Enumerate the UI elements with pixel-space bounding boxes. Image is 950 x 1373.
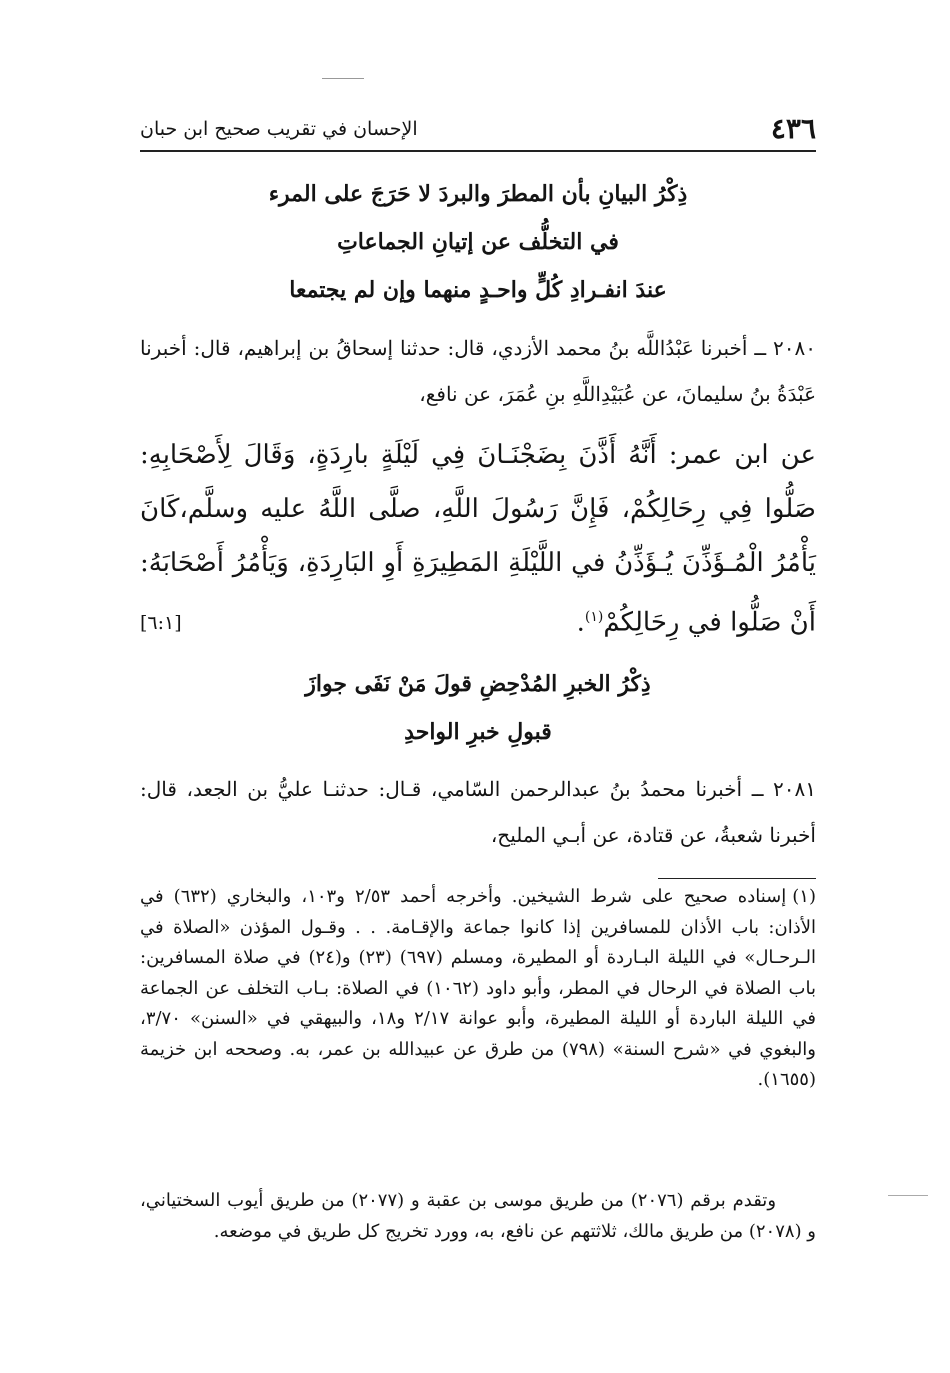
- heading-line: في التخلُّف عن إتيانِ الجماعاتِ: [337, 229, 619, 255]
- footnote-text: إسناده صحيح على شرط الشيخين. وأخرجه أحمد ٢/٥٣ و١٠٣، والبخاري (٦٣٢) في الأذان: باب الأذان للمسافرين إذا كانوا جماعة والإقـامة. . . وقـول المؤذن «الصلاة في الـرحـال» في الليلة البـاردة أو المطيرة، ومسلم (٦٩٧) (٢٣) و(٢٤) في صلاة المسافرين: باب الصلاة في الرحال في المطر، وأبو داود (١٠٦٢) في الصلاة: بـاب التخلف عن الجماعة في الليلة الباردة أو الليلة المطيرة، وأبو عوانة ٢/١٧ و١٨، والبيهقي في «السنن» ٣/٧٠، والبغوي في «شرح السنة» (٧٩٨) من طرق عن عبيدالله بن عمر، به. وصححه ابن خزيمة (١٦٥٥).: [140, 886, 816, 1090]
- footnote-number: (١): [792, 886, 816, 907]
- reference-mark: [٦:١]: [140, 612, 182, 634]
- top-scan-mark: [322, 78, 364, 79]
- chapter-heading-single-narrator: [140, 660, 816, 756]
- footnote-rule: [658, 878, 816, 879]
- chapter-heading-rain-cold: [140, 170, 816, 314]
- heading-line: ذِكْرُ البيانِ بأن المطرَ والبردَ لا حَرَجَ على المرء: [268, 181, 688, 207]
- header-rule: [140, 150, 816, 152]
- footnote-1: [140, 882, 816, 1096]
- page-header: [140, 112, 816, 146]
- side-scan-mark: [888, 1195, 928, 1196]
- footnote-continuation: وتقدم برقم (٢٠٧٦) من طريق موسى بن عقبة و (٢٠٧٧) من طريق أيوب السختياني، و (٢٠٧٨) من طريق مالك، ثلاثتهم عن نافع، به، وورد تخريج كل طريق في موضعه.: [140, 1190, 816, 1242]
- hadith-2080-isnad: ٢٠٨٠ ــ أخبرنا عَبْدُاللَّه بنُ محمد الأزدي، قال: حدثنا إسحاقُ بن إبراهيم، قال: أخبرنا عَبْدَةُ بنُ سليمانَ، عن عُبَيْدِاللَّهِ بنِ عُمَرَ، عن نافع،: [140, 336, 816, 406]
- running-title: الإحسان في تقريب صحيح ابن حبان: [140, 118, 418, 140]
- matn-text: عن ابن عمر: أَنَّهُ أَذَّنَ بِضَجْنَـانَ فِي لَيْلَةٍ بارِدَةٍ، وَقَالَ لِأَصْحَابِهِ: صَلُّوا فِي رِحَالِكُمْ، فَإِنَّ رَسُولَ اللَّهِ، صلَّى اللَّهُ عليه وسلَّم،كَانَ يَأْمُرُ الْمُـؤَذِّنَ يُـؤَذِّنُ في اللَّيْلَةِ المَطِيرَةِ أَوِ البَارِدَةِ، وَيَأْمُرُ أَصْحَابَهُ: أَنْ صَلُّوا في رِحَالِكُمْ: [140, 440, 816, 638]
- hadith-2080-matn: [140, 428, 816, 650]
- footnote-marker[interactable]: (١): [584, 609, 604, 625]
- hadith-2081-isnad: ٢٠٨١ ــ أخبرنا محمدُ بنُ عبدالرحمن السّامي، قـال: حدثنـا عليُّ بن الجعد، قال: أخبرنا شعبةُ، عن قتادة، عن أبـي المليح،: [140, 777, 816, 847]
- heading-line: عندَ انفـرادِ كُلٍّ واحـدٍ منهما وإن لم يجتمعا: [289, 277, 667, 303]
- matn-end: .: [576, 607, 585, 638]
- heading-line: قبولِ خبرِ الواحدِ: [404, 719, 552, 745]
- heading-line: ذِكْرُ الخبرِ المُدْحِضِ قولَ مَنْ نَفَى جوازَ: [305, 671, 651, 697]
- page-number: ٤٣٦: [770, 112, 816, 145]
